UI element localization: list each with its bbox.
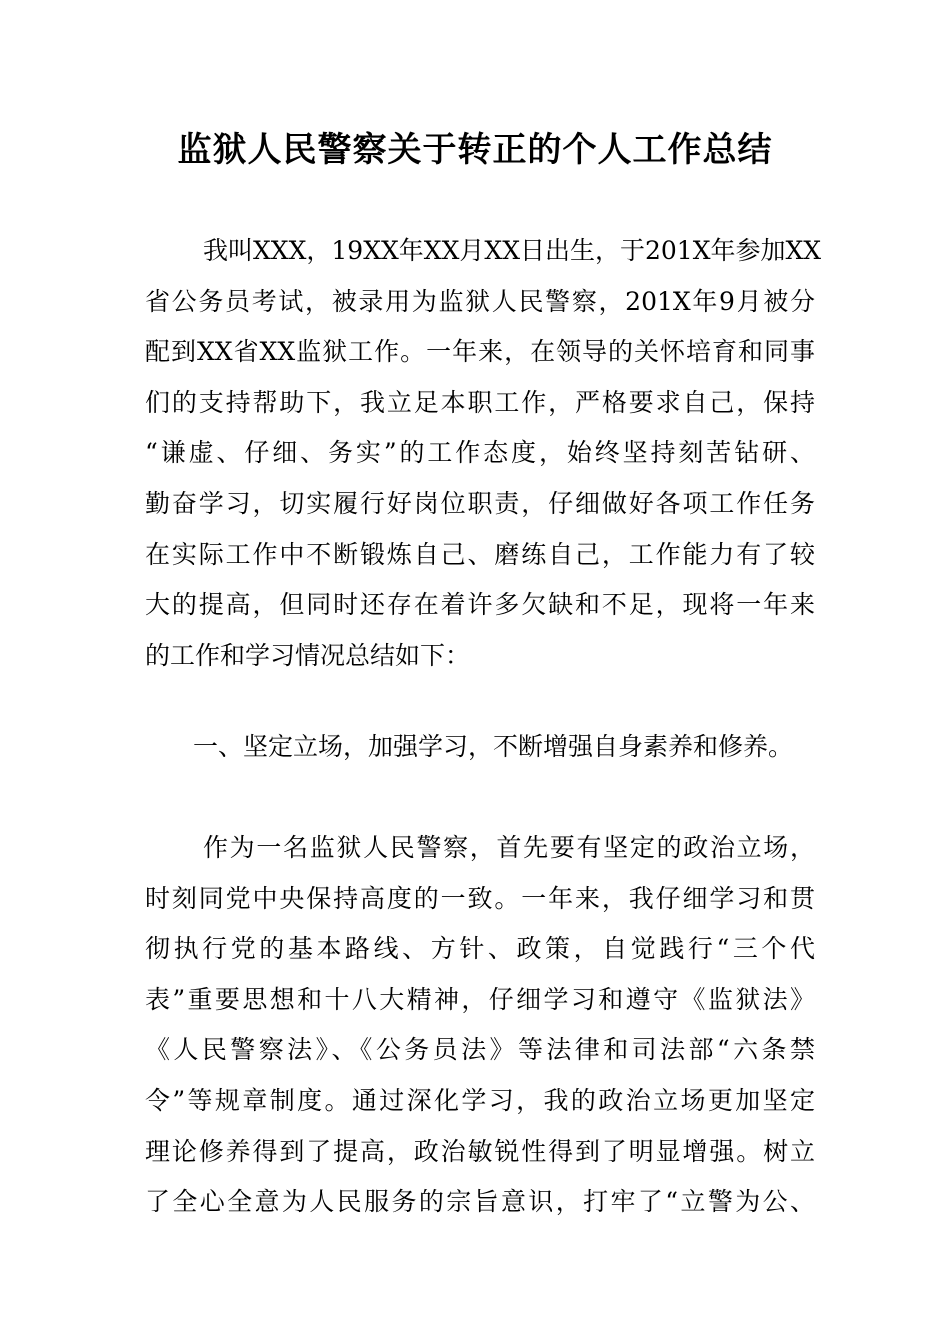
paragraph-line: 们的支持帮助下，我立足本职工作，严格要求自己，保持 [145, 387, 815, 417]
paragraph-line: 作为一名监狱人民警察，首先要有坚定的政治立场， [203, 833, 815, 862]
paragraph-line: 大的提高，但同时还存在着许多欠缺和不足，现将一年来 [145, 590, 815, 620]
paragraph-line: 令”等规章制度。通过深化学习，我的政治立场更加坚定 [145, 1085, 815, 1115]
paragraph-line: 表”重要思想和十八大精神，仔细学习和遵守《监狱法》 [145, 984, 815, 1014]
document-title: 监狱人民警察关于转正的个人工作总结 [177, 130, 773, 170]
paragraph-line: “谦虚、仔细、务实”的工作态度，始终坚持刻苦钻研、 [145, 438, 815, 468]
paragraph-line: 了全心全意为人民服务的宗旨意识，打牢了“立警为公、 [145, 1187, 815, 1217]
paragraph-line: 我叫XXX，19XX年XX月XX日出生，于201X年参加XX [203, 236, 822, 265]
intro-paragraph [145, 226, 822, 681]
paragraph-line: 勤奋学习，切实履行好岗位职责，仔细做好各项工作任务 [145, 488, 815, 518]
section-heading [145, 722, 815, 773]
section-paragraph [145, 823, 815, 1228]
paragraph-line: 省公务员考试，被录用为监狱人民警察，201X年9月被分 [145, 286, 815, 316]
paragraph-line: 时刻同党中央保持高度的一致。一年来，我仔细学习和贯 [145, 883, 815, 913]
paragraph-line: 理论修养得到了提高，政治敏锐性得到了明显增强。树立 [145, 1136, 815, 1166]
paragraph-line: 《人民警察法》、《公务员法》等法律和司法部“六条禁 [145, 1035, 815, 1065]
section-heading-text: 一、坚定立场，加强学习，不断增强自身素养和修养。 [193, 732, 794, 761]
paragraph-line: 彻执行党的基本路线、方针、政策，自觉践行“三个代 [145, 934, 815, 964]
paragraph-line: 在实际工作中不断锻炼自己、磨练自己，工作能力有了较 [145, 539, 815, 569]
paragraph-line: 配到XX省XX监狱工作。一年来，在领导的关怀培育和同事 [145, 337, 815, 367]
paragraph-line: 的工作和学习情况总结如下： [145, 640, 471, 670]
